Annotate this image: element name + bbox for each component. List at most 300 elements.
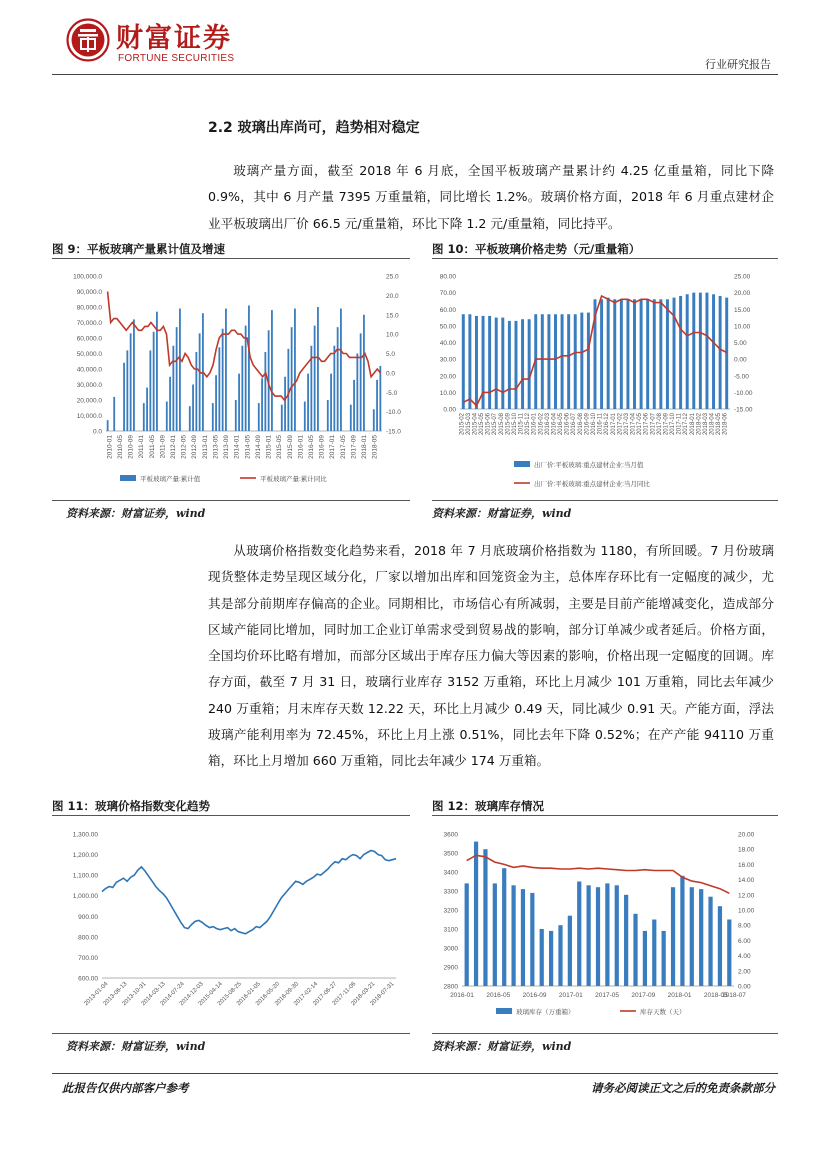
x-tick-label: 2017-11-06: [331, 981, 358, 1007]
y-right-tick-label: 0.00: [734, 356, 747, 364]
bar: [626, 299, 629, 409]
y-tick-label: 800.00: [78, 934, 98, 942]
x-tick-label: 2017-02-14: [293, 981, 320, 1008]
y-right-tick-label: 5.00: [734, 340, 747, 347]
footer-disclaimer-right: 请务必阅读正文之后的免责条款部分: [591, 1081, 775, 1095]
x-tick-label: 2018-02: [696, 413, 703, 436]
paragraph-price-index-inventory: [208, 538, 774, 775]
bar: [712, 294, 715, 409]
figure-11-source: 资料来源：财富证券，wind: [66, 1040, 206, 1053]
x-tick-label: 2017-07: [650, 413, 657, 436]
bar: [222, 329, 224, 431]
bar: [264, 352, 266, 431]
y-left-tick-label: 2900: [443, 964, 458, 972]
inventory-bar: [521, 889, 525, 986]
x-tick-label: 2016-09: [318, 435, 326, 459]
bar: [508, 321, 511, 409]
x-tick-label: 2015-08-25: [216, 981, 243, 1008]
bar: [376, 380, 378, 431]
x-tick-label: 2018-05: [703, 992, 728, 999]
x-tick-label: 2016-01: [450, 992, 474, 999]
y-left-tick-label: 0.0: [92, 428, 102, 436]
x-tick-label: 2010-01: [106, 435, 114, 459]
bar: [179, 309, 181, 431]
x-tick-label: 2017-04: [630, 413, 637, 436]
bar: [107, 420, 109, 431]
bar: [719, 296, 722, 409]
bar: [149, 350, 151, 431]
brand-name-cn: 财富证券: [116, 23, 232, 54]
bar: [613, 299, 616, 409]
y-right-tick-label: 20.0: [386, 292, 399, 300]
inventory-bar: [549, 931, 553, 986]
figure-12-title: 图 12：玻璃库存情况: [432, 799, 545, 813]
bar: [646, 299, 649, 409]
x-tick-label: 2017-09: [350, 435, 358, 459]
bar: [495, 318, 498, 409]
bar: [317, 307, 319, 431]
inventory-bar: [643, 931, 647, 986]
y-right-tick-label: 2.00: [738, 968, 751, 976]
x-tick-label: 2015-03: [465, 413, 472, 436]
x-tick-label: 2017-11: [676, 413, 683, 435]
inventory-bar: [596, 887, 600, 986]
x-tick-label: 2015-05: [276, 435, 284, 459]
y-tick-label: 600.00: [78, 975, 98, 983]
legend-bar-swatch: [120, 475, 136, 481]
bar: [659, 299, 662, 409]
x-tick-label: 2015-07: [492, 413, 499, 436]
x-tick-label: 2017-01: [610, 413, 617, 436]
bar: [225, 309, 227, 431]
y-left-tick-label: 70,000.0: [76, 320, 102, 327]
x-tick-label: 2015-04: [472, 413, 479, 436]
y-right-tick-label: 15.00: [734, 306, 751, 314]
bar: [501, 318, 504, 409]
bar: [547, 314, 550, 409]
paragraph-production-price: [208, 158, 774, 237]
x-tick-label: 2017-06-27: [312, 981, 339, 1008]
bar: [587, 313, 590, 409]
x-tick-label: 2010-05: [116, 435, 124, 459]
x-tick-label: 2015-06: [485, 413, 492, 436]
figure-11-title-rule: [52, 815, 410, 816]
bar: [172, 346, 174, 431]
x-tick-label: 2012-09: [191, 435, 199, 459]
inventory-bar: [474, 842, 478, 986]
figure-9-title: 图 9：平板玻璃产量累计值及增速: [52, 242, 226, 256]
inventory-bar: [662, 931, 666, 986]
inventory-bar: [511, 885, 515, 986]
x-tick-label: 2014-01: [233, 435, 241, 459]
x-tick-label: 2015-04-14: [197, 981, 224, 1008]
x-tick-label: 2018-04: [709, 413, 716, 436]
y-left-tick-label: 30,000.0: [76, 382, 102, 389]
bar: [212, 403, 214, 431]
y-left-tick-label: 40.00: [439, 340, 456, 347]
x-tick-label: 2018-07-31: [369, 981, 396, 1008]
x-tick-label: 2015-12: [525, 413, 532, 436]
y-right-tick-label: 20.00: [734, 290, 751, 298]
paragraph-text: 玻璃产量方面，截至 2018 年 6 月底，全国平板玻璃产量累计约 4.25 亿重量箱，同比下降 0.9%，其中 6 月产量 7395 万重量箱，同比增长 1.2%。玻璃价格方面，2018 年 6 月重点建材企业平板玻璃出厂价 66.5 元/重量箱，环比下降 1.2 元/重量箱，同比持平。: [208, 163, 774, 231]
bar: [176, 327, 178, 431]
x-tick-label: 2015-08: [498, 413, 505, 436]
x-tick-label: 2011-09: [159, 435, 167, 459]
figure-10-bottom-rule: [432, 500, 778, 501]
page-header: [0, 0, 827, 78]
y-tick-label: 1,000.00: [72, 893, 98, 901]
bar: [580, 313, 583, 409]
x-tick-label: 2015-09: [286, 435, 294, 459]
figure-12-chart: [432, 820, 778, 1030]
figure-10-source: 资料来源：财富证券，wind: [432, 507, 572, 520]
y-right-tick-label: 6.00: [738, 937, 751, 945]
bar: [333, 346, 335, 431]
x-tick-label: 2017-01: [558, 992, 583, 999]
figure-11-bottom-rule: [52, 1033, 410, 1034]
bar: [215, 375, 217, 431]
bar: [337, 327, 339, 431]
bar: [379, 366, 381, 431]
y-right-tick-label: 14.00: [738, 877, 755, 885]
y-left-tick-label: 3600: [443, 831, 458, 839]
bar: [488, 316, 491, 409]
paragraph-text: 从玻璃价格指数变化趋势来看，2018 年 7 月底玻璃价格指数为 1180，有所回暖。7 月份玻璃现货整体走势呈现区域分化，厂家以增加出库和回笼资金为主，总体库存环比有一定幅度的减少，尤其是部分前期库存偏高的企业。同期相比，市场信心有所减弱，主要是目前产能增减变化，造成部分区域产能同比增加，同时加工企业订单需求受到贸易战的影响，部分订单减少或者延后。价格方面，全国均价环比略有增加，而部分区域出于库存压力偏大等因素的影响，价格出现一定幅度的回调。库存方面，截至 7 月 31 日，玻璃行业库存 3152 万重箱，环比上月减少 101 万重箱，同比去年减少 240 万重箱；月末库存天数 12.22 天，环比上月减少 0.49 天，同比减少 0.91 天。产能方面，浮法玻璃产能利用率为 72.45%，环比上月上涨 0.51%，同比去年下降 0.52%；在产产能 94110 万重箱，环比上月增加 660 万重箱，同比去年减少 174 万重箱。: [208, 543, 774, 769]
bar: [541, 314, 544, 409]
bar: [640, 299, 643, 409]
x-tick-label: 2018-05: [716, 413, 723, 436]
bar: [521, 319, 524, 409]
x-tick-label: 2014-09: [254, 435, 262, 459]
inventory-bar: [671, 887, 675, 986]
x-tick-label: 2016-01-05: [235, 981, 262, 1008]
bar: [528, 319, 531, 409]
y-right-tick-label: 10.00: [738, 907, 755, 915]
inventory-bar: [633, 914, 637, 986]
y-right-tick-label: 25.0: [386, 273, 399, 281]
bar: [258, 403, 260, 431]
figure-10-chart: [432, 262, 778, 498]
inventory-bar: [530, 893, 534, 986]
bar: [146, 388, 148, 431]
bar: [294, 309, 296, 431]
y-left-tick-label: 40,000.0: [76, 366, 102, 374]
bar: [238, 374, 240, 431]
bar: [123, 363, 125, 431]
x-tick-label: 2015-05: [479, 413, 486, 436]
x-tick-label: 2017-12: [683, 413, 690, 436]
x-tick-label: 2016-07: [571, 413, 578, 436]
y-left-tick-label: 60.00: [439, 306, 456, 314]
x-tick-label: 2013-01-04: [83, 981, 110, 1008]
x-tick-label: 2018-01: [689, 413, 696, 436]
x-tick-label: 2012-01: [170, 435, 177, 459]
y-right-tick-label: 0.0: [386, 370, 396, 378]
header-divider: [52, 74, 778, 75]
inventory-bar: [558, 925, 562, 986]
bar: [261, 378, 263, 431]
y-right-tick-label: -15.0: [386, 428, 401, 436]
x-tick-label: 2018-05: [371, 435, 379, 459]
bar: [462, 314, 465, 409]
x-tick-label: 2013-06-13: [102, 981, 129, 1008]
x-tick-label: 2017-03: [623, 413, 630, 436]
y-left-tick-label: 50,000.0: [76, 351, 102, 358]
x-tick-label: 2012-05: [180, 435, 188, 459]
y-right-tick-label: -5.00: [734, 373, 749, 381]
x-tick-label: 2017-02: [617, 413, 624, 436]
bar: [554, 314, 557, 409]
x-tick-label: 2016-11: [597, 413, 604, 435]
figure-10-title-rule: [432, 258, 778, 259]
inventory-bar: [680, 876, 684, 986]
y-left-tick-label: 10.00: [439, 389, 456, 397]
bar: [666, 299, 669, 409]
y-left-tick-label: 60,000.0: [76, 335, 102, 343]
y-left-tick-label: 100,000.0: [73, 273, 102, 281]
figure-12-bottom-rule: [432, 1033, 778, 1034]
y-right-tick-label: -10.00: [734, 389, 753, 397]
y-left-tick-label: 80,000.0: [76, 304, 102, 312]
inventory-bar: [718, 906, 722, 986]
legend-label: 库存天数（天）: [640, 1009, 686, 1016]
x-tick-label: 2014-07-24: [159, 981, 186, 1008]
y-right-tick-label: 15.0: [386, 312, 399, 320]
y-right-tick-label: 4.00: [738, 953, 751, 961]
bar: [218, 347, 220, 431]
bar: [620, 299, 623, 409]
x-tick-label: 2017-05: [595, 992, 619, 999]
bar: [340, 309, 342, 431]
y-left-tick-label: 3400: [443, 869, 458, 877]
x-tick-label: 2017-10: [670, 413, 677, 436]
x-tick-label: 2013-10-31: [121, 981, 148, 1008]
inventory-bar: [615, 885, 619, 986]
x-tick-label: 2018-07: [722, 992, 746, 999]
x-tick-label: 2016-09: [584, 413, 591, 436]
inventory-bar: [587, 885, 591, 986]
x-tick-label: 2016-01: [531, 413, 538, 436]
y-left-tick-label: 20.00: [439, 373, 456, 381]
x-tick-label: 2017-08: [656, 413, 663, 436]
legend-label: 玻璃库存（万重箱）: [516, 1009, 575, 1016]
report-type-label: 行业研究报告: [705, 58, 771, 71]
inventory-bar: [483, 849, 487, 986]
inventory-bar: [493, 883, 497, 986]
y-left-tick-label: 3100: [443, 926, 458, 934]
y-right-tick-label: 10.0: [386, 331, 399, 339]
footer-disclaimer-left: 此报告仅供内部客户参考: [62, 1081, 189, 1095]
figure-9-source: 资料来源：财富证券，wind: [66, 507, 206, 520]
inventory-bar: [540, 929, 544, 986]
y-right-tick-label: 5.0: [386, 351, 396, 358]
y-left-tick-label: 70.00: [439, 290, 456, 298]
legend-bar-swatch: [514, 461, 530, 467]
x-tick-label: 2016-03: [544, 413, 551, 436]
x-tick-label: 2016-08: [577, 413, 584, 436]
y-right-tick-label: 12.00: [738, 892, 755, 900]
legend-label: 平板玻璃产量:累计同比: [260, 476, 327, 483]
y-left-tick-label: 10,000.0: [76, 413, 102, 420]
bar: [281, 405, 283, 431]
bar: [143, 403, 145, 431]
legend-label: 出厂价:平板玻璃:重点建材企业:当月同比: [534, 481, 650, 488]
figure-9-bottom-rule: [52, 500, 410, 501]
bar: [373, 409, 375, 431]
legend-label: 平板玻璃产量:累计值: [140, 476, 201, 483]
brand-name-en: FORTUNE SECURITIES: [118, 53, 235, 64]
bar: [705, 293, 708, 409]
bar: [271, 310, 273, 431]
bar: [475, 316, 478, 409]
y-tick-label: 1,200.00: [72, 852, 98, 860]
x-tick-label: 2018-03: [702, 413, 709, 436]
bar: [314, 326, 316, 431]
x-tick-label: 2013-05: [212, 435, 220, 459]
y-left-tick-label: 0.00: [443, 406, 456, 414]
bar: [189, 406, 191, 431]
bar: [699, 293, 702, 409]
y-left-tick-label: 90,000.0: [76, 289, 102, 296]
y-left-tick-label: 2800: [443, 983, 458, 991]
bar: [192, 385, 194, 432]
inventory-bar: [624, 895, 628, 986]
y-left-tick-label: 3200: [443, 907, 458, 915]
y-right-tick-label: 25.00: [734, 273, 751, 281]
x-tick-label: 2016-05: [308, 435, 315, 459]
y-tick-label: 1,100.00: [72, 872, 98, 880]
bar: [287, 349, 289, 431]
x-tick-label: 2016-04: [551, 413, 558, 436]
bar: [284, 377, 286, 431]
price-index-line: [102, 851, 396, 934]
y-left-tick-label: 3300: [443, 888, 458, 896]
bar: [307, 374, 309, 431]
x-tick-label: 2017-05: [339, 435, 347, 459]
bar: [327, 400, 329, 431]
bar: [291, 327, 293, 431]
y-left-tick-label: 20,000.0: [76, 397, 102, 405]
inventory-bar: [577, 882, 581, 987]
y-left-tick-label: 3500: [443, 850, 458, 858]
bar: [607, 298, 610, 409]
x-tick-label: 2016-01: [297, 435, 305, 459]
section-title: 2.2 玻璃出库尚可，趋势相对稳定: [208, 120, 420, 136]
x-tick-label: 2016-05-20: [255, 981, 282, 1008]
bar: [356, 354, 358, 432]
x-tick-label: 2015-11: [518, 413, 525, 435]
inventory-bar: [502, 868, 506, 986]
x-tick-label: 2015-02: [459, 413, 466, 436]
bar: [195, 352, 197, 431]
bar: [686, 294, 689, 409]
bar: [166, 402, 168, 431]
bar: [248, 305, 250, 431]
bar: [574, 314, 577, 409]
bar: [363, 315, 365, 431]
x-tick-label: 2016-05: [558, 413, 565, 436]
figure-10-title: 图 10：平板玻璃价格走势（元/重量箱）: [432, 242, 641, 256]
bar: [245, 326, 247, 431]
bar: [153, 332, 155, 431]
x-tick-label: 2016-09: [522, 992, 547, 999]
x-tick-label: 2017-05: [637, 413, 644, 436]
x-tick-label: 2017-09: [631, 992, 656, 999]
bar: [514, 321, 517, 409]
figure-9-chart: [52, 262, 410, 498]
x-tick-label: 2014-03-13: [140, 981, 167, 1008]
figure-11-chart: [52, 820, 410, 1030]
bar: [304, 402, 306, 431]
legend-bar-swatch: [496, 1008, 512, 1014]
bar: [353, 380, 355, 431]
bar: [567, 314, 570, 409]
bar: [600, 299, 603, 409]
bar: [725, 298, 728, 409]
figure-12-title-rule: [432, 815, 778, 816]
inventory-bar: [652, 920, 656, 987]
bar: [169, 377, 171, 431]
bar: [133, 319, 135, 431]
y-right-tick-label: 0.00: [738, 983, 751, 991]
y-right-tick-label: -15.00: [734, 406, 753, 414]
y-tick-label: 700.00: [78, 954, 98, 962]
bar: [360, 333, 362, 431]
legend-label: 出厂价:平板玻璃:重点建材企业:当月值: [534, 462, 644, 469]
x-tick-label: 2013-09: [223, 435, 231, 459]
y-right-tick-label: -10.0: [386, 409, 401, 417]
inventory-bar: [568, 916, 572, 986]
bar: [199, 333, 201, 431]
bar: [350, 405, 352, 431]
x-tick-label: 2011-01: [138, 435, 146, 459]
y-left-tick-label: 3000: [443, 945, 458, 953]
x-tick-label: 2017-09: [663, 413, 670, 436]
fortune-logo-icon: [66, 18, 110, 62]
y-tick-label: 1,300.00: [72, 831, 98, 839]
bar: [126, 350, 128, 431]
x-tick-label: 2018-06: [722, 413, 729, 436]
x-tick-label: 2016-10: [591, 413, 597, 436]
x-tick-label: 2018-03-21: [350, 981, 377, 1008]
footer-divider: [52, 1073, 778, 1074]
figure-9-title-rule: [52, 258, 410, 259]
bar: [692, 293, 695, 409]
x-tick-label: 2015-09: [505, 413, 512, 436]
bar: [330, 374, 332, 431]
y-right-tick-label: 18.00: [738, 846, 755, 854]
y-right-tick-label: 16.00: [738, 861, 755, 869]
y-right-tick-label: 10.00: [734, 323, 751, 331]
bar: [235, 400, 237, 431]
x-tick-label: 2010-09: [127, 435, 135, 459]
bar: [468, 314, 471, 409]
x-tick-label: 2016-05: [486, 992, 511, 999]
x-tick-label: 2016-02: [538, 413, 545, 436]
figure-12-source: 资料来源：财富证券，wind: [432, 1040, 572, 1053]
bar: [653, 299, 656, 409]
x-tick-label: 2014-05: [244, 435, 252, 459]
y-left-tick-label: 50.00: [439, 323, 456, 331]
inventory-bar: [727, 920, 731, 987]
inventory-bar: [708, 897, 712, 986]
bar: [561, 314, 564, 409]
x-tick-label: 2018-01: [667, 992, 692, 999]
inventory-bar: [465, 883, 469, 986]
bar: [679, 296, 682, 409]
inventory-bar: [605, 883, 609, 986]
y-right-tick-label: 20.00: [738, 831, 755, 839]
